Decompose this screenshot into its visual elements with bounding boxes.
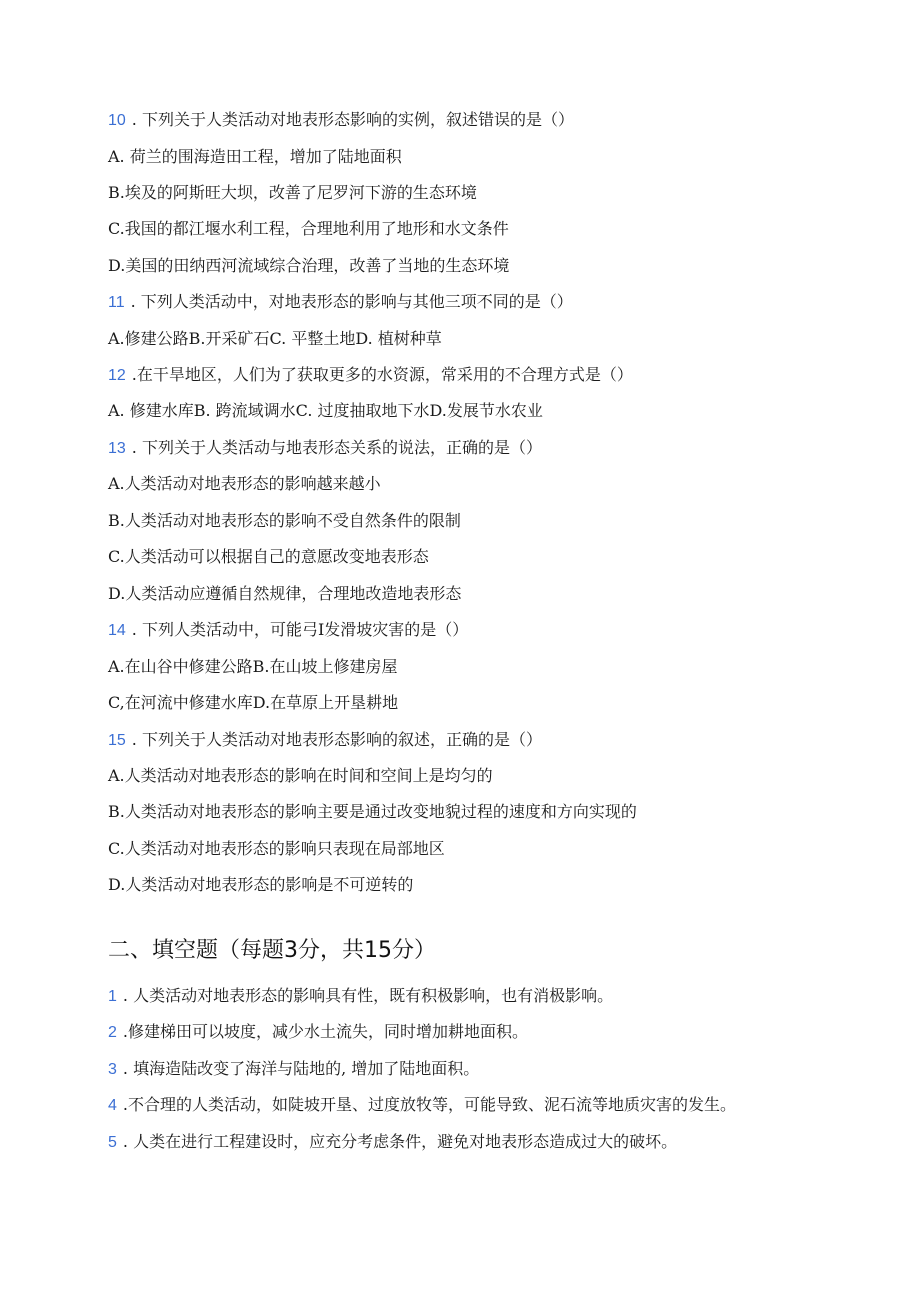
- fill-blank-2: [108, 1021, 528, 1044]
- blank-text: . 人类活动对地表形态的影响具有性，既有积极影响，也有消极影响。: [122, 986, 614, 1005]
- question-number: 10: [108, 112, 126, 129]
- question-15: [108, 729, 542, 752]
- question-15-option-a: A.人类活动对地表形态的影响在时间和空间上是均匀的: [108, 766, 493, 785]
- fill-blank-3: [108, 1058, 479, 1081]
- question-number: 11: [108, 294, 125, 311]
- question-text: . 下列关于人类活动对地表形态影响的实例，叙述错误的是（）: [131, 110, 574, 129]
- section-title: 二、填空题（每题3分，共15分）: [108, 938, 436, 963]
- fill-blank-5: [108, 1131, 677, 1154]
- blank-text: . 人类在进行工程建设时，应充分考虑条件，避免对地表形态造成过大的破坏。: [122, 1132, 678, 1151]
- blank-text: .修建梯田可以坡度，减少水土流失，同时增加耕地面积。: [122, 1022, 528, 1041]
- question-text: . 下列关于人类活动与地表形态关系的说法，正确的是（）: [131, 438, 542, 457]
- question-number: 15: [108, 732, 126, 749]
- question-13-option-a: A.人类活动对地表形态的影响越来越小: [108, 474, 381, 493]
- question-13-option-d: D.人类活动应遵循自然规律，合理地改造地表形态: [108, 584, 462, 603]
- blank-number: 4: [108, 1097, 117, 1114]
- question-15-option-d: D.人类活动对地表形态的影响是不可逆转的: [108, 875, 414, 894]
- fill-blank-4: [108, 1094, 736, 1117]
- question-11: [108, 291, 573, 314]
- question-text: . 下列人类活动中，可能弓I发滑坡灾害的是（）: [131, 620, 469, 639]
- question-12-options: A. 修建水库B. 跨流域调水C. 过度抽取地下水D.发展节水农业: [108, 401, 543, 420]
- blank-number: 5: [108, 1134, 117, 1151]
- question-number: 12: [108, 367, 126, 384]
- question-10: [108, 109, 574, 132]
- question-15-option-c: C.人类活动对地表形态的影响只表现在局部地区: [108, 839, 445, 858]
- question-10-option-c: C.我国的都江堰水利工程，合理地利用了地形和水文条件: [108, 219, 509, 238]
- fill-blank-1: [108, 985, 613, 1008]
- question-13-option-b: B.人类活动对地表形态的影响不受自然条件的限制: [108, 511, 461, 530]
- question-13-option-c: C.人类活动可以根据自己的意愿改变地表形态: [108, 547, 429, 566]
- question-12: [108, 364, 633, 387]
- blank-text: . 填海造陆改变了海洋与陆地的, 增加了陆地面积。: [122, 1059, 480, 1078]
- blank-number: 3: [108, 1061, 117, 1078]
- blank-text: .不合理的人类活动，如陡坡开垦、过度放牧等，可能导致、泥石流等地质灾害的发生。: [122, 1095, 736, 1114]
- question-14-options-ab: A.在山谷中修建公路B.在山坡上修建房屋: [108, 657, 398, 676]
- question-15-option-b: B.人类活动对地表形态的影响主要是通过改变地貌过程的速度和方向实现的: [108, 802, 637, 821]
- question-14: [108, 619, 468, 642]
- question-number: 14: [108, 622, 126, 639]
- question-13: [108, 437, 542, 460]
- question-10-option-b: B.埃及的阿斯旺大坝，改善了尼罗河下游的生态环境: [108, 183, 477, 202]
- question-text: .在干旱地区，人们为了获取更多的水资源，常采用的不合理方式是（）: [131, 365, 633, 384]
- question-14-options-cd: C,在河流中修建水库D.在草原上开垦耕地: [108, 693, 399, 712]
- question-text: . 下列关于人类活动对地表形态影响的叙述，正确的是（）: [131, 730, 542, 749]
- blank-number: 2: [108, 1024, 117, 1041]
- question-11-options: A.修建公路B.开采矿石C. 平整土地D. 植树种草: [108, 329, 442, 348]
- question-number: 13: [108, 440, 126, 457]
- question-10-option-a: A. 荷兰的围海造田工程，增加了陆地面积: [108, 147, 402, 166]
- blank-number: 1: [108, 988, 117, 1005]
- question-10-option-d: D.美国的田纳西河流域综合治理，改善了当地的生态环境: [108, 256, 510, 275]
- question-text: . 下列人类活动中，对地表形态的影响与其他三项不同的是（）: [130, 292, 573, 311]
